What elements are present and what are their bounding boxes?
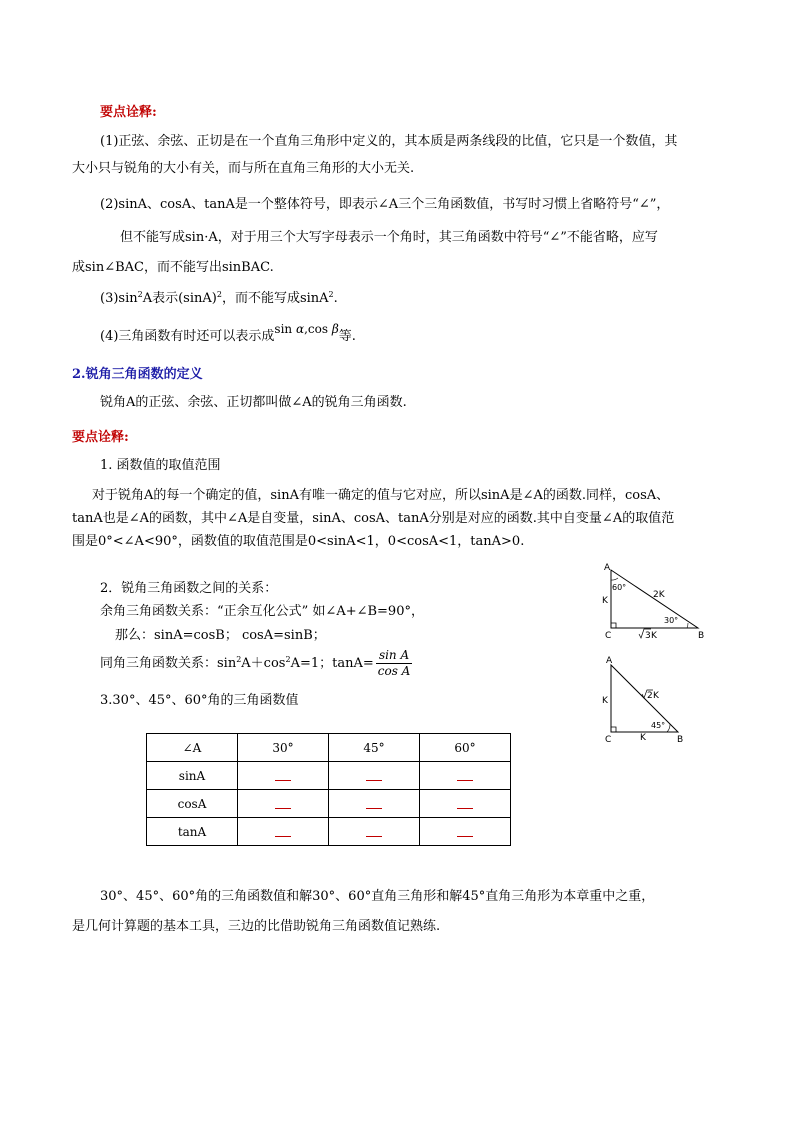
triangle-45-shape (611, 665, 678, 732)
table-header-row (147, 734, 511, 762)
angle-arc (611, 578, 618, 580)
note2-line1: (2)sinA、cosA、tanA是一个整体符号，即表示∠A三个三角函数值，书写时习惯上省略符号“∠”， (100, 197, 670, 212)
svg-text:K: K (653, 691, 659, 701)
tan-fraction: $\frac{\text{sin A}}{\text{cos A}}$ (377, 648, 411, 678)
triangle-30-60 (595, 560, 715, 645)
triangle-45 (595, 652, 695, 747)
blank-cell[interactable] (329, 762, 420, 790)
relations-title: 2．锐角三角函数之间的关系： (100, 581, 278, 596)
same-angle-relation: 同角三角函数关系：$\sin^2A+\cos^2A=1$；tanA= $\frac{\text{sin A}}{\text{cos A}}$ (100, 648, 411, 678)
blank-cell[interactable] (420, 818, 511, 846)
section-title: 2.锐角三角函数的定义 (72, 367, 203, 382)
trig-values-table (146, 733, 511, 846)
notes-heading-2: 要点诠释: (72, 430, 129, 445)
complementary-relation: 余角三角函数关系：“正余互化公式” 如∠A+∠B=90°， (100, 604, 424, 619)
table-row (147, 762, 511, 790)
vertex-b: B (698, 631, 705, 641)
header-45: 45° (329, 734, 420, 762)
blank-cell[interactable] (329, 790, 420, 818)
angle-45-label: 45° (651, 721, 666, 730)
blank-cell[interactable] (329, 818, 420, 846)
range-line3: 围是0°<∠A<90°，函数值的取值范围是0<sinA<1，0<cosA<1，tanA>0. (72, 534, 525, 549)
svg-text:2: 2 (647, 691, 653, 701)
angle-arc (667, 724, 670, 732)
blank-cell[interactable] (238, 818, 329, 846)
blank-cell[interactable] (238, 790, 329, 818)
range-line1: 对于锐角A的每一个确定的值，sinA有唯一确定的值与它对应，所以sinA是∠A的函数.同样，cosA、 (92, 488, 670, 503)
table-row (147, 818, 511, 846)
header-30: 30° (238, 734, 329, 762)
right-angle-mark (611, 623, 616, 628)
hypotenuse-label: 2K (653, 590, 665, 600)
range-line2: tanA也是∠A的函数，其中∠A是自变量，sinA、cosA、tanA分别是对应的函数.其中自变量∠A的取值范 (72, 511, 675, 526)
vertex-a: A (606, 656, 613, 666)
base-label (639, 629, 658, 641)
vertical-side-label: K (602, 596, 608, 606)
vertical-side-label: K (602, 696, 608, 706)
right-angle-mark (611, 727, 616, 732)
row-label-sin: sinA (147, 762, 238, 790)
conclusion-line2: 是几何计算题的基本工具，三边的比借助锐角三角函数值记熟练. (72, 919, 441, 934)
header-angle: ∠A (147, 734, 238, 762)
vertex-c: C (605, 735, 612, 745)
note1-line2: 大小只与锐角的大小有关，而与所在直角三角形的大小无关. (72, 161, 415, 176)
range-title: 1. 函数值的取值范围 (100, 458, 221, 473)
row-label-tan: tanA (147, 818, 238, 846)
header-60: 60° (420, 734, 511, 762)
conclusion-line1: 30°、45°、60°角的三角函数值和解30°、60°直角三角形和解45°直角三角形为本章重中之重， (100, 889, 655, 904)
blank-cell[interactable] (420, 790, 511, 818)
vertex-a: A (604, 563, 611, 573)
base-label: K (640, 733, 646, 743)
note2-line2: 但不能写成sin·A，对于用三个大写字母表示一个角时，其三角函数中符号“∠”不能省略，应写 (120, 230, 658, 245)
special-values-title: 3.30°、45°、60°角的三角函数值 (100, 693, 299, 708)
note1-line1: (1)正弦、余弦、正切是在一个直角三角形中定义的，其本质是两条线段的比值，它只是一个数值，其 (100, 134, 678, 149)
vertex-c: C (605, 631, 612, 641)
svg-text:3: 3 (645, 631, 651, 641)
table-row (147, 790, 511, 818)
blank-cell[interactable] (238, 762, 329, 790)
angle-arc (687, 623, 688, 628)
vertex-b: B (677, 735, 684, 745)
svg-text:K: K (651, 631, 657, 641)
notes-heading-1: 要点诠释: (100, 105, 157, 120)
section-body: 锐角A的正弦、余弦、正切都叫做∠A的锐角三角函数. (100, 395, 407, 410)
note4: (4)三角函数有时还可以表示成sin α,cos β等. (100, 322, 356, 344)
complementary-formulas: 那么：sinA=cosB； cosA=sinB； (115, 628, 326, 643)
note2-line3: 成sin∠BAC，而不能写出sinBAC. (72, 260, 274, 275)
angle-30-label: 30° (664, 616, 679, 625)
row-label-cos: cosA (147, 790, 238, 818)
angle-60-label: 60° (612, 583, 627, 592)
blank-cell[interactable] (420, 762, 511, 790)
note3: $(3)\sin^2A$表示$(\sin A)^2$，而不能写成sinA$^2$. (100, 290, 338, 306)
